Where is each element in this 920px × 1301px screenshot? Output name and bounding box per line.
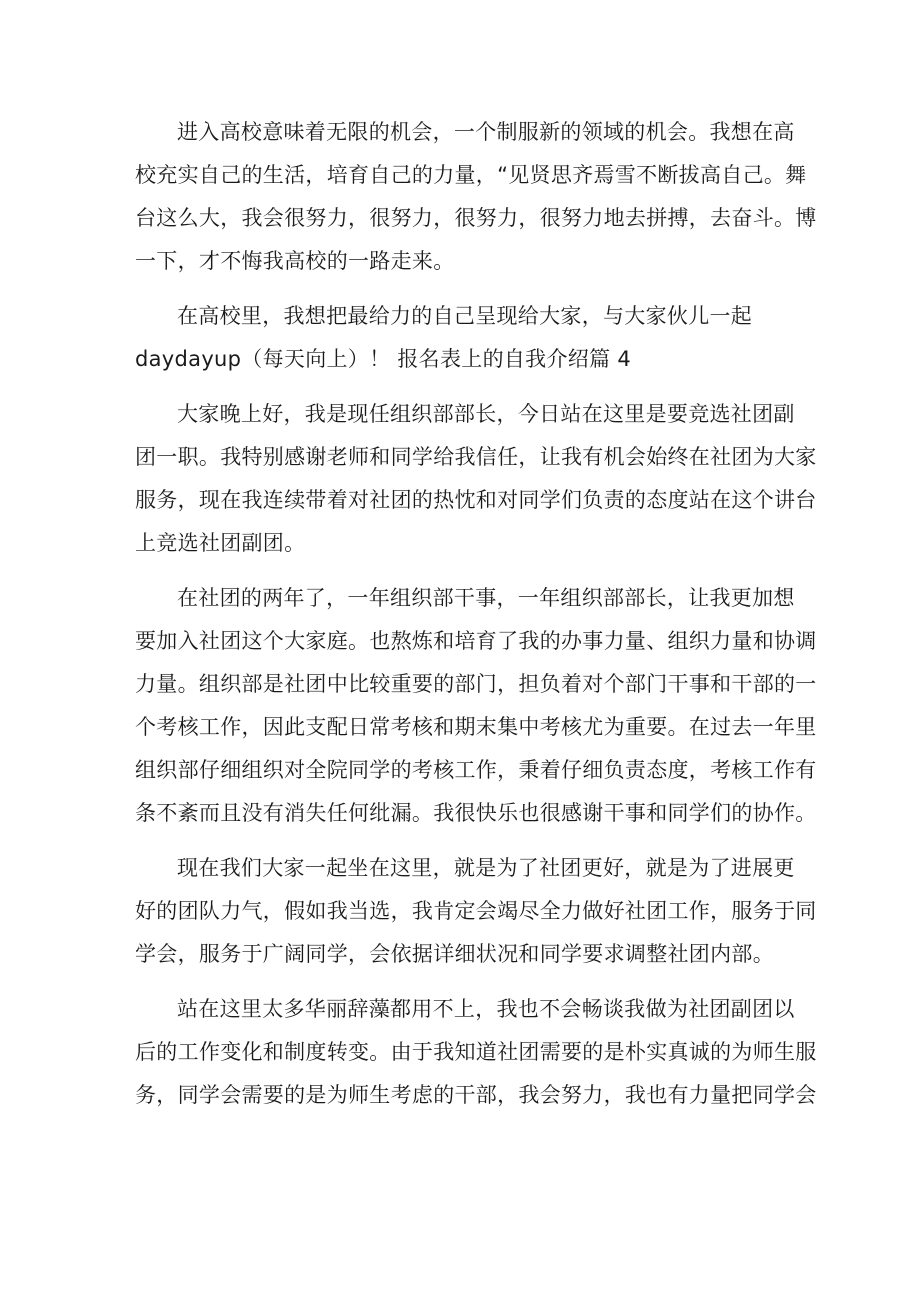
text-line: 进入高校意味着无限的机会，一个制服新的领域的机会。我想在高 (177, 120, 795, 144)
text-line: 好的团队力气，假如我当选，我肯定会竭尽全力做好社团工作，服务于同 (135, 899, 817, 923)
text-line-with-section-heading: daydayup（每天向上）！ 报名表上的自我介绍篇 4 (135, 347, 632, 371)
document-page (135, 111, 817, 1129)
text-line: 组织部仔细组织对全院同学的考核工作，秉着仔细负责态度，考核工作有 (135, 758, 817, 782)
text-line: 在高校里，我想把最给力的自己呈现给大家，与大家伙儿一起 (177, 304, 753, 328)
text-line: 一下，才不悔我高校的一路走来。 (135, 249, 455, 273)
text-line: 服务，现在我连续带着对社团的热忱和对同学们负责的态度站在这个讲台 (135, 488, 817, 512)
text-line: 大家晚上好，我是现任组织部部长，今日站在这里是要竞选社团副 (177, 402, 795, 426)
paragraph-4 (135, 577, 817, 835)
text-line: 要加入社团这个大家庭。也熬炼和培育了我的办事力量、组织力量和协调 (135, 629, 817, 653)
text-line: 力量。组织部是社团中比较重要的部门，担负着对个部门干事和干部的一 (135, 672, 817, 696)
text-line: 后的工作变化和制度转变。由于我知道社团需要的是朴实真诚的为师生服 (135, 1040, 817, 1064)
text-line: 校充实自己的生活，培育自己的力量，“见贤思齐焉雪不断拔高自己。舞 (135, 163, 807, 187)
text-line: 团一职。我特别感谢老师和同学给我信任，让我有机会始终在社团为大家 (135, 445, 817, 469)
text-line: 学会，服务于广阔同学，会依据详细状况和同学要求调整社团内部。 (135, 942, 774, 966)
text-line: 务，同学会需要的是为师生考虑的干部，我会努力，我也有力量把同学会 (135, 1083, 817, 1107)
text-line: 台这么大，我会很努力，很努力，很努力，很努力地去拼搏，去奋斗。博 (135, 206, 817, 230)
paragraph-1 (135, 111, 817, 283)
paragraph-6 (135, 988, 817, 1117)
text-line: 条不紊而且没有消失任何纰漏。我很快乐也很感谢干事和同学们的协作。 (135, 801, 817, 825)
paragraph-5 (135, 847, 817, 976)
paragraph-3 (135, 393, 817, 565)
text-line: 站在这里太多华丽辞藻都用不上，我也不会畅谈我做为社团副团以 (177, 997, 795, 1021)
paragraph-2 (135, 295, 787, 381)
text-line: 现在我们大家一起坐在这里，就是为了社团更好，就是为了进展更 (177, 856, 795, 880)
text-line: 在社团的两年了，一年组织部干事，一年组织部部长，让我更加想 (177, 586, 795, 610)
text-line: 个考核工作，因此支配日常考核和期末集中考核尤为重要。在过去一年里 (135, 715, 817, 739)
text-line: 上竞选社团副团。 (135, 531, 306, 555)
